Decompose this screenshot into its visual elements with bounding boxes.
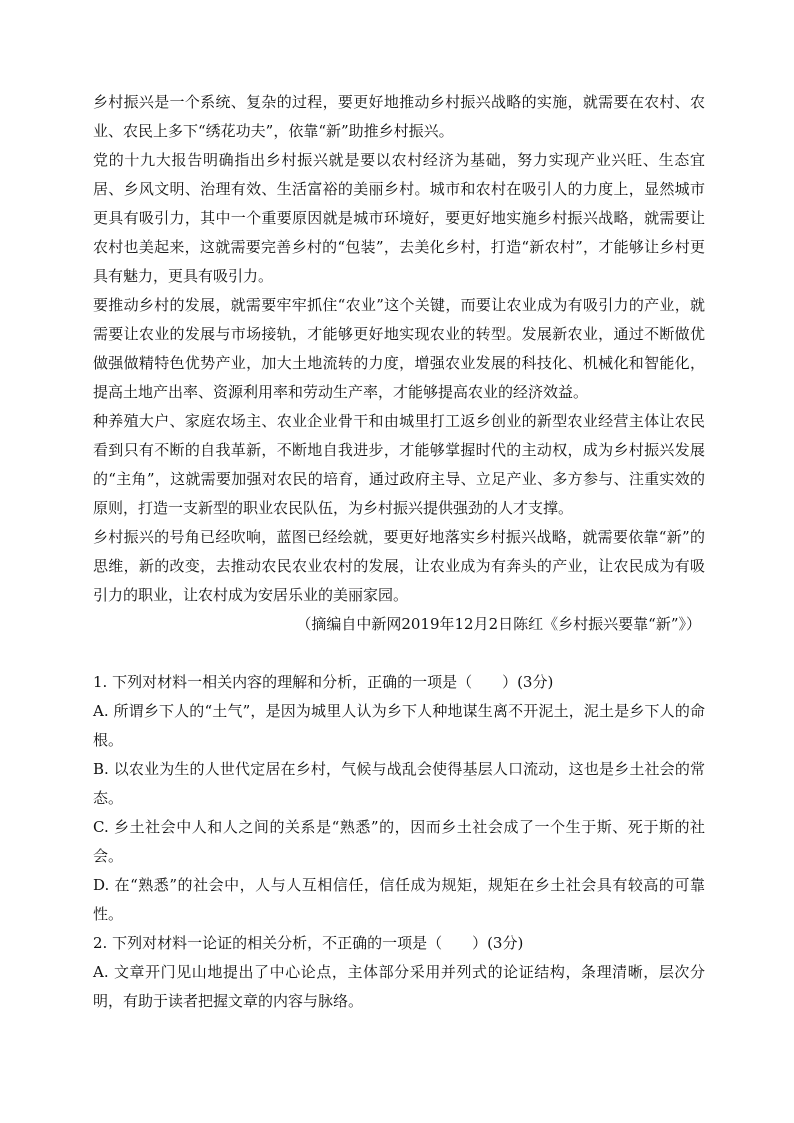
passage-paragraph-2: 党的十九大报告明确指出乡村振兴就是要以农村经济为基础，努力实现产业兴旺、生态宜居、乡风文明、治理有效、生活富裕的美丽乡村。城市和农村在吸引人的力度上，显然城市更具有吸引力，其中一个重要原因就是城市环境好，要更好地实施乡村振兴战略，就需要让农村也美起来，这就需要完善乡村的“包装”，去美化乡村，打造“新农村”，才能够让乡村更具有魅力，更具有吸引力。 <box>93 151 705 285</box>
passage-paragraph-4: 种养殖大户、家庭农场主、农业企业骨干和由城里打工返乡创业的新型农业经营主体让农民看到只有不断的自我革新，不断地自我进步，才能够掌握时代的主动权，成为乡村振兴发展的“主角”，这就需要加强对农民的培育，通过政府主导、立足产业、多方参与、注重实效的原则，打造一支新型的职业农民队伍，为乡村振兴提供强劲的人才支撑。 <box>93 412 705 517</box>
document-page <box>93 88 705 1016</box>
question-2-stem: 2. 下列对材料一论证的相关分析，不正确的一项是（ ）(3分) <box>93 934 524 952</box>
question-1-stem: 1. 下列对材料一相关内容的理解和分析，正确的一项是（ ）(3分) <box>93 673 554 691</box>
question-1-option-a: A. 所谓乡下人的“土气”，是因为城里人认为乡下人种地谋生离不开泥土，泥土是乡下人的命根。 <box>93 702 705 749</box>
section-gap <box>93 639 705 668</box>
question-1-option-d: D. 在“熟悉”的社会中，人与人互相信任，信任成为规矩，规矩在乡土社会具有较高的可靠性。 <box>93 876 705 923</box>
passage-paragraph-1: 乡村振兴是一个系统、复杂的过程，要更好地推动乡村振兴战略的实施，就需要在农村、农业、农民上多下“绣花功夫”，依靠“新”助推乡村振兴。 <box>93 93 705 140</box>
passage-paragraph-5: 乡村振兴的号角已经吹响，蓝图已经绘就，要更好地落实乡村振兴战略，就需要依靠“新”的思维，新的改变，去推动农民农业农村的发展，让农业成为有奔头的产业，让农民成为有吸引力的职业，让农村成为安居乐业的美丽家园。 <box>93 528 705 604</box>
passage-paragraph-3: 要推动乡村的发展，就需要牢牢抓住“农业”这个关键，而要让农业成为有吸引力的产业，就需要让农业的发展与市场接轨，才能够更好地实现农业的转型。发展新农业，通过不断做优做强做精特色优势产业，加大土地流转的力度，增强农业发展的科技化、机械化和智能化，提高土地产出率、资源利用率和劳动生产率，才能够提高农业的经济效益。 <box>93 296 705 401</box>
question-2-option-a: A. 文章开门见山地提出了中心论点，主体部分采用并列式的论证结构，条理清晰，层次分明，有助于读者把握文章的内容与脉络。 <box>93 963 705 1010</box>
question-1-option-b: B. 以农业为生的人世代定居在乡村，气候与战乱会使得基层人口流动，这也是乡土社会的常态。 <box>93 760 705 807</box>
passage-citation: （摘编自中新网2019年12月2日陈红《乡村振兴要靠“新”》） <box>296 615 701 633</box>
question-1-option-c: C. 乡土社会中人和人之间的关系是“熟悉”的，因而乡土社会成了一个生于斯、死于斯的社会。 <box>93 818 705 865</box>
